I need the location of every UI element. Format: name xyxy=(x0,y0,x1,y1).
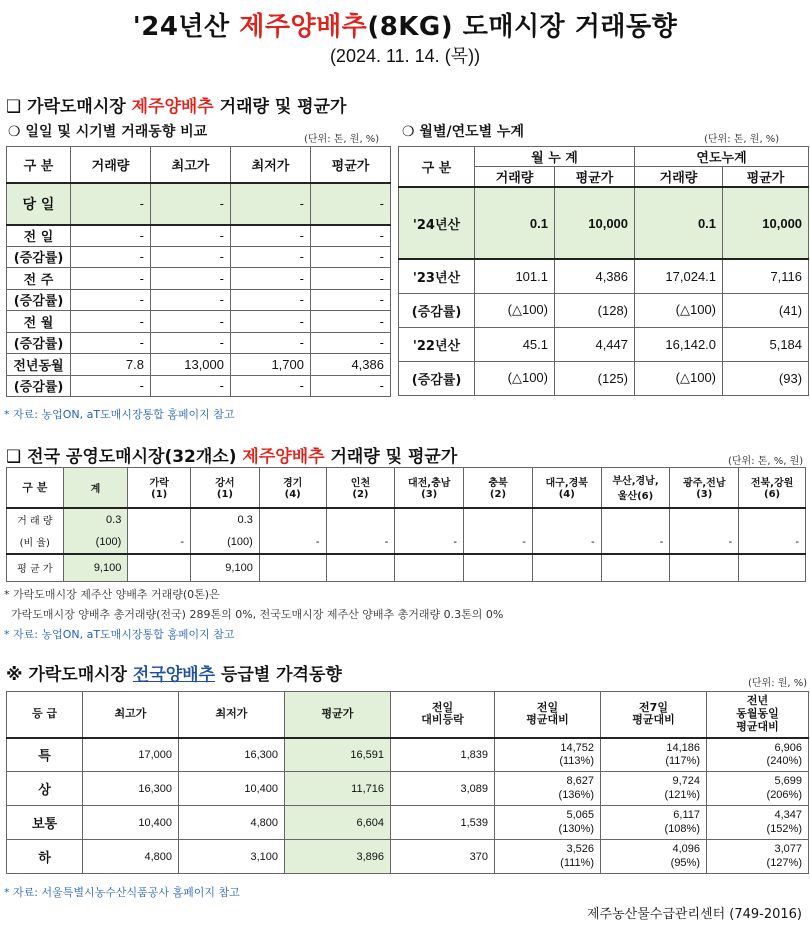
market-header xyxy=(532,468,601,508)
value-cell: - xyxy=(71,375,151,397)
value-cell xyxy=(326,508,395,531)
header-cell: 거래량 xyxy=(475,167,555,188)
market-name: 인천 xyxy=(350,478,371,490)
row-label: (증감률) xyxy=(399,293,475,327)
grade-price-table xyxy=(6,691,809,874)
market-count: (2) xyxy=(352,489,369,501)
value-cell xyxy=(670,508,739,531)
header-cell: 구 분 xyxy=(399,147,475,188)
value-cell: (△100) xyxy=(635,361,723,395)
market-header xyxy=(670,468,739,508)
source-note: * 자료: 농업ON, aT도매시장통합 홈페이지 참고 xyxy=(4,408,235,421)
header-cell: 최고가 xyxy=(151,147,231,183)
value-cell xyxy=(395,508,464,531)
value-cell: (△100) xyxy=(635,293,723,327)
header-cell: 전7일 평균대비 xyxy=(601,692,707,738)
value-cell: 7,116 xyxy=(723,259,809,293)
market-count: (4) xyxy=(558,489,575,501)
value-cell xyxy=(128,508,191,531)
header-cell: 평균가 xyxy=(285,692,391,738)
market-name: 계 xyxy=(90,483,101,495)
value-cell: - xyxy=(71,246,151,268)
row-label: 당 일 xyxy=(7,183,71,225)
comparison-value: 14,752 xyxy=(560,741,594,754)
value-cell: 1,700 xyxy=(231,354,311,376)
value-cell xyxy=(326,554,395,582)
comparison-cell xyxy=(601,738,707,772)
comparison-value: 6,906 xyxy=(774,741,802,754)
market-name: 가락 xyxy=(149,478,169,490)
market-name: 강서 xyxy=(215,478,235,490)
header-cell: 거래량 xyxy=(635,167,723,188)
value-cell: - xyxy=(739,531,806,554)
value-cell: 17,024.1 xyxy=(635,259,723,293)
value-cell xyxy=(464,554,533,582)
comparison-cell xyxy=(601,806,707,840)
comparison-cell xyxy=(707,738,809,772)
comparison-percent: (95%) xyxy=(670,856,700,869)
grade-label: 상 xyxy=(7,772,83,806)
row-label: 전년동월 xyxy=(7,354,71,376)
value-cell xyxy=(259,554,326,582)
national-market-table xyxy=(6,467,806,582)
value-cell xyxy=(601,554,670,582)
value-cell: 16,300 xyxy=(179,738,285,772)
value-cell: - xyxy=(71,332,151,354)
market-name: 충북 xyxy=(488,478,508,490)
value-cell: 11,716 xyxy=(285,772,391,806)
comparison-percent: (240%) xyxy=(766,754,802,767)
value-cell: - xyxy=(532,531,601,554)
value-cell: 0.1 xyxy=(475,187,555,259)
comparison-value: 3,526 xyxy=(566,843,594,856)
value-cell: - xyxy=(151,311,231,333)
value-cell: - xyxy=(231,246,311,268)
market-header xyxy=(739,468,806,508)
value-cell: - xyxy=(395,531,464,554)
value-cell: 0.3 xyxy=(191,508,260,531)
row-label: (비 율) xyxy=(7,531,64,554)
comparison-value: 8,627 xyxy=(566,775,594,788)
comparison-cell xyxy=(707,840,809,874)
value-cell: - xyxy=(311,183,391,225)
value-cell: - xyxy=(151,289,231,311)
value-cell: 370 xyxy=(391,840,495,874)
grade-label: 하 xyxy=(7,840,83,874)
value-cell xyxy=(395,554,464,582)
comparison-cell xyxy=(495,738,601,772)
value-cell xyxy=(128,554,191,582)
value-cell: 3,100 xyxy=(179,840,285,874)
comparison-cell xyxy=(601,772,707,806)
value-cell: 3,896 xyxy=(285,840,391,874)
header-cell: 전일 대비등락 xyxy=(391,692,495,738)
value-cell: - xyxy=(231,183,311,225)
unit-label: (단위: 톤, 원, %) xyxy=(704,134,780,145)
row-label: 전 월 xyxy=(7,311,71,333)
value-cell: 9,100 xyxy=(63,554,128,582)
comparison-cell xyxy=(495,840,601,874)
value-cell: 0.3 xyxy=(63,508,128,531)
value-cell: 9,100 xyxy=(191,554,260,582)
market-share-note: 가락도매시장 양배추 총거래량(전국) 289톤의 0%, 전국도매시장 제주산 양배추 총거래량 0.3톤의 0% xyxy=(4,608,504,621)
comparison-percent: (121%) xyxy=(664,788,700,801)
value-cell: - xyxy=(128,531,191,554)
value-cell xyxy=(464,508,533,531)
market-count: (1) xyxy=(216,489,233,501)
market-count: (2) xyxy=(489,489,507,501)
comparison-percent: (130%) xyxy=(558,822,594,835)
value-cell: - xyxy=(311,332,391,354)
value-cell: (100) xyxy=(63,531,128,554)
value-cell: - xyxy=(231,311,311,333)
value-cell: 10,400 xyxy=(179,772,285,806)
row-label: (증감률) xyxy=(399,361,475,395)
header-cell: 전일 평균대비 xyxy=(495,692,601,738)
comparison-value: 5,699 xyxy=(774,775,802,788)
comparison-percent: (108%) xyxy=(664,822,700,835)
unit-label: (단위: 톤, 원, %) xyxy=(304,134,380,145)
market-header xyxy=(326,468,395,508)
market-count: (3) xyxy=(421,489,438,501)
value-cell: - xyxy=(311,246,391,268)
value-cell: (100) xyxy=(191,531,260,554)
value-cell: - xyxy=(151,268,231,290)
value-cell: (△100) xyxy=(475,293,555,327)
row-label: 전 일 xyxy=(7,225,71,247)
market-count: 울산(6) xyxy=(617,491,654,503)
value-cell: - xyxy=(231,225,311,247)
header-cell: 구 분 xyxy=(7,468,64,508)
value-cell: - xyxy=(259,531,326,554)
market-share-note: * 가락도매시장 제주산 양배추 거래량(0톤)은 xyxy=(4,588,220,601)
section2-heading: ❑ 전국 공영도매시장(32개소) 제주양배추 거래량 및 평균가 xyxy=(6,447,458,467)
value-cell: - xyxy=(311,375,391,397)
value-cell: - xyxy=(601,531,670,554)
value-cell: (41) xyxy=(723,293,809,327)
comparison-value: 6,117 xyxy=(673,809,700,822)
value-cell xyxy=(532,554,601,582)
comparison-cell xyxy=(601,840,707,874)
market-name: 경기 xyxy=(283,478,303,490)
value-cell: 1,539 xyxy=(391,806,495,840)
daily-comparison-table xyxy=(6,146,391,397)
value-cell: (125) xyxy=(555,361,635,395)
market-header xyxy=(128,468,191,508)
header-cell: 최저가 xyxy=(231,147,311,183)
source-note: * 자료: 서울특별시농수산식품공사 홈페이지 참고 xyxy=(4,886,240,899)
comparison-percent: (206%) xyxy=(766,788,802,801)
value-cell: - xyxy=(311,268,391,290)
market-count: (4) xyxy=(284,489,301,501)
row-label: (증감률) xyxy=(7,375,71,397)
monthly-cumulative-table xyxy=(398,146,809,396)
grade-label: 특 xyxy=(7,738,83,772)
unit-label: (단위: 톤, %, 원) xyxy=(728,456,804,467)
value-cell: - xyxy=(311,289,391,311)
market-name: 대구,경북 xyxy=(545,478,588,490)
value-cell: 101.1 xyxy=(475,259,555,293)
market-header xyxy=(63,468,128,508)
header-cell: 전년 동월동일 평균대비 xyxy=(707,692,809,738)
header-cell: 월 누 계 xyxy=(475,147,635,167)
comparison-value: 4,347 xyxy=(774,809,802,822)
market-header xyxy=(395,468,464,508)
page-title: '24년산 제주양배추(8KG) 도매시장 거래동향 xyxy=(132,12,678,42)
comparison-cell xyxy=(495,806,601,840)
value-cell: - xyxy=(71,289,151,311)
market-name: 광주,전남 xyxy=(683,478,726,490)
market-count: (6) xyxy=(764,489,781,501)
market-header xyxy=(259,468,326,508)
row-label: '24년산 xyxy=(399,187,475,259)
value-cell: 10,000 xyxy=(555,187,635,259)
header-cell: 최고가 xyxy=(83,692,179,738)
market-name: 부산,경남, xyxy=(612,476,659,488)
value-cell: - xyxy=(311,311,391,333)
value-cell xyxy=(739,508,806,531)
value-cell: (128) xyxy=(555,293,635,327)
value-cell: - xyxy=(464,531,533,554)
value-cell: 5,184 xyxy=(723,327,809,361)
header-cell: 평균가 xyxy=(311,147,391,183)
value-cell: 4,800 xyxy=(179,806,285,840)
value-cell: 7.8 xyxy=(71,354,151,376)
value-cell: 16,142.0 xyxy=(635,327,723,361)
value-cell: - xyxy=(71,268,151,290)
value-cell: (93) xyxy=(723,361,809,395)
row-label: 평 균 가 xyxy=(7,554,64,582)
comparison-percent: (152%) xyxy=(766,822,802,835)
source-note: * 자료: 농업ON, aT도매시장통합 홈페이지 참고 xyxy=(4,628,235,641)
value-cell: - xyxy=(151,332,231,354)
market-header xyxy=(191,468,260,508)
comparison-cell xyxy=(495,772,601,806)
value-cell: - xyxy=(151,246,231,268)
grade-label: 보통 xyxy=(7,806,83,840)
value-cell: - xyxy=(151,375,231,397)
value-cell: - xyxy=(71,311,151,333)
value-cell: 4,386 xyxy=(555,259,635,293)
header-cell: 연도누계 xyxy=(635,147,809,167)
unit-label: (단위: 원, %) xyxy=(748,678,808,689)
value-cell xyxy=(739,554,806,582)
comparison-percent: (111%) xyxy=(560,856,594,869)
market-count: (1) xyxy=(151,489,168,501)
comparison-percent: (113%) xyxy=(559,754,594,767)
value-cell: 13,000 xyxy=(151,354,231,376)
value-cell: - xyxy=(151,225,231,247)
comparison-cell xyxy=(707,806,809,840)
value-cell: 1,839 xyxy=(391,738,495,772)
market-name: 대전,충남 xyxy=(407,478,451,490)
sub-monthly-heading: ❍ 월별/연도별 누계 xyxy=(402,124,525,140)
row-label: 전 주 xyxy=(7,268,71,290)
market-count: (3) xyxy=(696,489,713,501)
row-label: (증감률) xyxy=(7,289,71,311)
row-label: '22년산 xyxy=(399,327,475,361)
value-cell xyxy=(670,554,739,582)
row-label: (증감률) xyxy=(7,246,71,268)
market-header xyxy=(464,468,533,508)
section1-heading: ❑ 가락도매시장 제주양배추 거래량 및 평균가 xyxy=(6,97,347,117)
comparison-percent: (127%) xyxy=(766,856,802,869)
comparison-value: 3,077 xyxy=(774,843,802,856)
value-cell: - xyxy=(231,375,311,397)
report-date: (2024. 11. 14. (목)) xyxy=(329,46,481,66)
value-cell: - xyxy=(71,225,151,247)
comparison-value: 14,186 xyxy=(666,741,700,754)
market-name: 전북,강원 xyxy=(750,478,794,490)
value-cell: 6,604 xyxy=(285,806,391,840)
value-cell: 4,447 xyxy=(555,327,635,361)
value-cell: - xyxy=(311,225,391,247)
comparison-value: 9,724 xyxy=(672,775,700,788)
value-cell: - xyxy=(231,268,311,290)
value-cell: 16,591 xyxy=(285,738,391,772)
row-label: '23년산 xyxy=(399,259,475,293)
sub-daily-heading: ❍ 일일 및 시기별 거래동향 비교 xyxy=(8,124,208,140)
value-cell: - xyxy=(71,183,151,225)
row-label: (증감률) xyxy=(7,332,71,354)
comparison-value: 5,065 xyxy=(566,809,594,822)
value-cell: 4,386 xyxy=(311,354,391,376)
header-cell: 최저가 xyxy=(179,692,285,738)
comparison-percent: (117%) xyxy=(665,754,700,767)
value-cell: 45.1 xyxy=(475,327,555,361)
market-header xyxy=(601,468,670,508)
value-cell: - xyxy=(670,531,739,554)
value-cell: 16,300 xyxy=(83,772,179,806)
value-cell: 3,089 xyxy=(391,772,495,806)
value-cell xyxy=(259,508,326,531)
header-cell: 거래량 xyxy=(71,147,151,183)
header-cell: 구 분 xyxy=(7,147,71,183)
footer-credit: 제주농산물수급관리센터 (749-2016) xyxy=(586,907,802,922)
value-cell xyxy=(601,508,670,531)
value-cell xyxy=(532,508,601,531)
value-cell: 0.1 xyxy=(635,187,723,259)
header-cell: 등 급 xyxy=(7,692,83,738)
value-cell: 10,000 xyxy=(723,187,809,259)
value-cell: - xyxy=(326,531,395,554)
value-cell: 17,000 xyxy=(83,738,179,772)
section3-heading: ※ 가락도매시장 전국양배추 등급별 가격동향 xyxy=(6,665,342,685)
comparison-percent: (136%) xyxy=(558,788,594,801)
value-cell: 10,400 xyxy=(83,806,179,840)
value-cell: - xyxy=(231,332,311,354)
value-cell: - xyxy=(231,289,311,311)
header-cell: 평균가 xyxy=(555,167,635,188)
value-cell: - xyxy=(151,183,231,225)
comparison-value: 4,096 xyxy=(672,843,700,856)
comparison-cell xyxy=(707,772,809,806)
value-cell: (△100) xyxy=(475,361,555,395)
header-cell: 평균가 xyxy=(723,167,809,188)
value-cell: 4,800 xyxy=(83,840,179,874)
row-label: 거 래 량 xyxy=(7,508,64,531)
